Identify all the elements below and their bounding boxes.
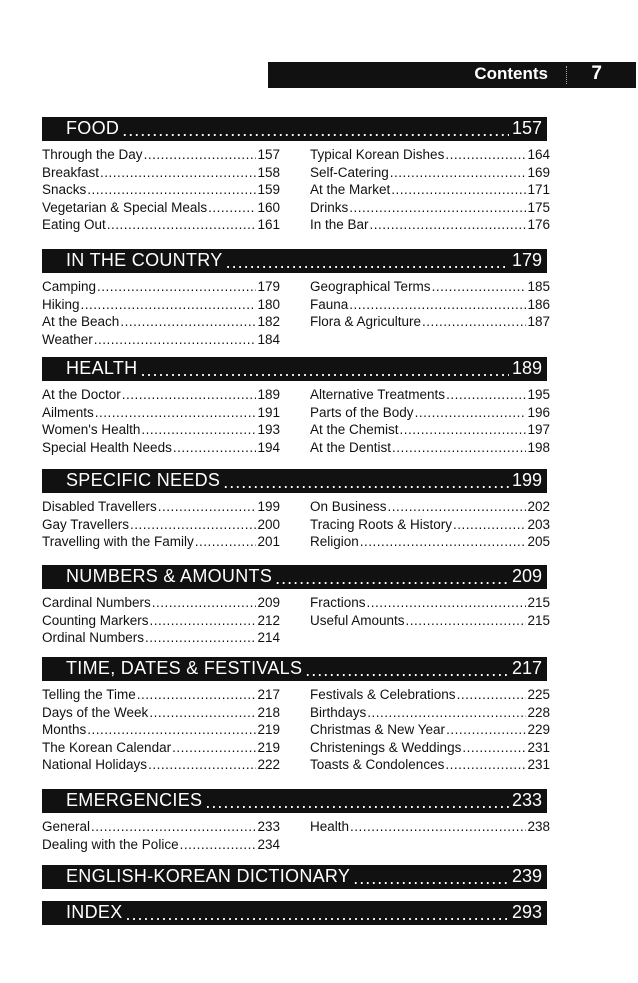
toc-entry[interactable] — [42, 739, 280, 757]
section-title: INDEX — [66, 902, 123, 922]
toc-entry[interactable] — [42, 818, 280, 836]
section-heading-bar[interactable] — [42, 249, 547, 273]
leader-dots — [145, 629, 256, 647]
entry-page-number: 215 — [527, 595, 550, 610]
leader-dots — [158, 498, 257, 516]
leader-dots — [130, 516, 256, 534]
entry-page-number: 228 — [527, 704, 550, 720]
entry-page-number: 180 — [257, 296, 280, 312]
toc-entry[interactable] — [310, 704, 550, 722]
leader-dots — [350, 818, 526, 836]
leader-dots — [87, 721, 256, 739]
entry-page-number: 159 — [257, 182, 280, 198]
entry-title: Fractions — [310, 595, 366, 610]
entry-page-number: 214 — [257, 630, 280, 646]
entry-page-number: 187 — [527, 314, 550, 330]
entry-title: At the Beach — [42, 314, 120, 330]
toc-entry[interactable] — [310, 516, 550, 534]
toc-entry[interactable] — [310, 612, 550, 630]
section-title: IN THE COUNTRY — [66, 250, 223, 270]
entry-title: Days of the Week — [42, 704, 149, 720]
entry-page-number: 217 — [257, 687, 280, 702]
entry-page-number: 212 — [257, 612, 280, 628]
header-title: Contents — [474, 64, 548, 83]
section-page-number: 217 — [511, 658, 542, 678]
leader-dots — [353, 869, 509, 887]
toc-entry[interactable] — [42, 421, 280, 439]
section-page-number: 199 — [511, 470, 542, 490]
entry-page-number: 238 — [527, 819, 550, 834]
section-heading-bar[interactable] — [42, 469, 547, 493]
entry-title: Hiking — [42, 296, 80, 312]
entry-title: Counting Markers — [42, 612, 149, 628]
toc-entry[interactable] — [310, 296, 550, 314]
section-title: SPECIFIC NEEDS — [66, 470, 221, 490]
leader-dots — [195, 533, 257, 551]
entry-title: Special Health Needs — [42, 439, 172, 455]
leader-dots — [400, 421, 527, 439]
leader-dots — [370, 216, 527, 234]
entry-title: At the Market — [310, 182, 391, 198]
section-heading-bar[interactable] — [42, 657, 547, 681]
section-heading-bar[interactable] — [42, 117, 547, 141]
leader-dots — [149, 704, 256, 722]
toc-entry[interactable] — [310, 533, 550, 551]
entry-page-number: 158 — [257, 164, 280, 180]
right-column — [310, 498, 550, 551]
entry-page-number: 169 — [527, 164, 550, 180]
leader-dots — [150, 612, 257, 630]
section-page-number: 179 — [511, 250, 542, 270]
right-column — [310, 594, 550, 629]
toc-entry[interactable] — [310, 594, 550, 612]
leader-dots — [122, 386, 257, 404]
section-title: ENGLISH-KOREAN DICTIONARY — [66, 866, 351, 886]
leader-dots — [349, 199, 526, 217]
entry-page-number: 157 — [257, 147, 280, 162]
entry-page-number: 219 — [257, 722, 280, 738]
leader-dots — [87, 181, 256, 199]
entry-title: The Korean Calendar — [42, 739, 172, 755]
entry-page-number: 205 — [527, 534, 550, 550]
leader-dots — [107, 216, 257, 234]
entry-page-number: 197 — [527, 422, 550, 438]
leader-dots — [120, 313, 256, 331]
entry-title: Geographical Terms — [310, 279, 431, 294]
right-column — [310, 146, 550, 234]
leader-dots — [91, 818, 256, 836]
leader-dots — [432, 278, 527, 296]
leader-dots — [180, 836, 257, 854]
entry-page-number: 231 — [527, 739, 550, 755]
entry-title: Travelling with the Family — [42, 534, 194, 550]
entry-title: Tracing Roots & History — [310, 516, 453, 532]
running-header — [268, 62, 636, 88]
leader-dots — [172, 739, 256, 757]
leader-dots — [226, 253, 509, 271]
leader-dots — [205, 793, 509, 811]
leader-dots — [81, 296, 257, 314]
section-title: TIME, DATES & FESTIVALS — [66, 658, 303, 678]
section-title: EMERGENCIES — [66, 790, 203, 810]
entry-title: Fauna — [310, 296, 349, 312]
section-title: FOOD — [66, 118, 120, 138]
entry-page-number: 203 — [527, 516, 550, 532]
section-heading-bar[interactable] — [42, 789, 547, 813]
toc-entry[interactable] — [310, 818, 550, 836]
entry-title: Health — [310, 819, 350, 834]
entry-title: Women's Health — [42, 422, 141, 438]
left-column — [42, 686, 280, 774]
entry-page-number: 191 — [257, 404, 280, 420]
entry-title: On Business — [310, 499, 387, 514]
toc-entry[interactable] — [42, 199, 280, 217]
entry-title: Through the Day — [42, 147, 143, 162]
leader-dots — [305, 661, 509, 679]
entry-title: Weather — [42, 331, 93, 347]
entry-title: Religion — [310, 534, 359, 550]
entry-title: Alternative Treatments — [310, 387, 446, 402]
entry-title: In the Bar — [310, 217, 369, 233]
entry-page-number: 176 — [527, 217, 550, 233]
entry-title: National Holidays — [42, 757, 148, 773]
leader-dots — [367, 704, 526, 722]
entry-page-number: 202 — [527, 499, 550, 514]
right-column — [310, 278, 550, 331]
leader-dots — [141, 421, 256, 439]
entry-title: Ordinal Numbers — [42, 630, 145, 646]
entry-page-number: 199 — [257, 499, 280, 514]
toc-entry[interactable] — [42, 278, 280, 296]
entry-title: Christmas & New Year — [310, 722, 446, 738]
entry-page-number: 218 — [257, 704, 280, 720]
entry-title: Christenings & Weddings — [310, 739, 462, 755]
entry-page-number: 198 — [527, 439, 550, 455]
entry-title: Drinks — [310, 199, 349, 215]
toc-entry[interactable] — [42, 331, 280, 349]
leader-dots — [360, 533, 527, 551]
header-page-number: 7 — [591, 63, 602, 84]
entry-title: Telling the Time — [42, 687, 136, 702]
entry-page-number: 182 — [257, 314, 280, 330]
leader-dots — [275, 569, 509, 587]
leader-dots — [122, 121, 509, 139]
entry-page-number: 193 — [257, 422, 280, 438]
toc-entry[interactable] — [310, 146, 550, 164]
right-column — [310, 386, 550, 456]
section-page-number: 233 — [511, 790, 542, 810]
entry-page-number: 231 — [527, 757, 550, 773]
toc-entry[interactable] — [310, 686, 550, 704]
section-heading-bar[interactable] — [42, 901, 547, 925]
entry-page-number: 186 — [527, 296, 550, 312]
header-separator — [566, 66, 567, 84]
entry-title: Ailments — [42, 404, 94, 420]
entry-page-number: 185 — [527, 279, 550, 294]
leader-dots — [94, 331, 257, 349]
entry-title: Flora & Agriculture — [310, 314, 422, 330]
entry-page-number: 164 — [527, 147, 550, 162]
toc-entry[interactable] — [310, 756, 550, 774]
section-page-number: 157 — [511, 118, 542, 138]
entry-page-number: 201 — [257, 534, 280, 550]
entry-title: Months — [42, 722, 87, 738]
entry-page-number: 196 — [527, 404, 550, 420]
toc-entry[interactable] — [42, 629, 280, 647]
toc-entry[interactable] — [310, 313, 550, 331]
entry-page-number: 179 — [257, 279, 280, 294]
toc-entry[interactable] — [42, 533, 280, 551]
entry-title: Disabled Travellers — [42, 499, 157, 514]
entry-page-number: 200 — [257, 516, 280, 532]
section-title: NUMBERS & AMOUNTS — [66, 566, 273, 586]
leader-dots — [453, 516, 526, 534]
toc-entry[interactable] — [310, 421, 550, 439]
toc-entry[interactable] — [42, 704, 280, 722]
entry-title: Dealing with the Police — [42, 836, 179, 852]
leader-dots — [446, 721, 526, 739]
section-heading-bar[interactable] — [42, 565, 547, 589]
entry-title: Camping — [42, 279, 97, 294]
toc-entry[interactable] — [310, 278, 550, 296]
entry-title: General — [42, 819, 91, 834]
entry-page-number: 222 — [257, 757, 280, 773]
toc-entry[interactable] — [42, 516, 280, 534]
section-page-number: 189 — [511, 358, 542, 378]
left-column — [42, 146, 280, 234]
toc-entry[interactable] — [310, 739, 550, 757]
entry-page-number: 219 — [257, 739, 280, 755]
toc-entry[interactable] — [310, 164, 550, 182]
entry-page-number: 184 — [257, 331, 280, 347]
entry-title: At the Chemist — [310, 422, 399, 438]
entry-page-number: 161 — [257, 217, 280, 233]
entry-page-number: 175 — [527, 199, 550, 215]
leader-dots — [367, 594, 527, 612]
section-title: HEALTH — [66, 358, 138, 378]
section-page-number: 209 — [511, 566, 542, 586]
entry-page-number: 189 — [257, 387, 280, 402]
entry-page-number: 160 — [257, 199, 280, 215]
leader-dots — [391, 181, 526, 199]
left-column — [42, 818, 280, 853]
left-column — [42, 594, 280, 647]
toc-entry[interactable] — [310, 181, 550, 199]
entry-title: Snacks — [42, 182, 87, 198]
leader-dots — [223, 473, 509, 491]
toc-entry[interactable] — [42, 756, 280, 774]
entry-title: Festivals & Celebrations — [310, 687, 456, 702]
toc-entry[interactable] — [42, 313, 280, 331]
toc-entry[interactable] — [310, 404, 550, 422]
section-heading-bar[interactable] — [42, 865, 547, 889]
toc-entry[interactable] — [310, 216, 550, 234]
toc-entry[interactable] — [310, 386, 550, 404]
entry-page-number: 229 — [527, 722, 550, 738]
entry-page-number: 215 — [527, 612, 550, 628]
toc-entry[interactable] — [42, 836, 280, 854]
left-column — [42, 386, 280, 456]
entry-title: Self-Catering — [310, 164, 389, 180]
leader-dots — [97, 278, 256, 296]
toc-entry[interactable] — [42, 686, 280, 704]
toc-entry[interactable] — [310, 498, 550, 516]
toc-entry[interactable] — [42, 386, 280, 404]
toc-entry[interactable] — [310, 199, 550, 217]
leader-dots — [457, 686, 527, 704]
leader-dots — [462, 739, 526, 757]
leader-dots — [445, 146, 526, 164]
entry-title: Useful Amounts — [310, 612, 405, 628]
leader-dots — [100, 164, 256, 182]
toc-entry[interactable] — [42, 404, 280, 422]
entry-title: Vegetarian & Special Meals — [42, 199, 208, 215]
entry-title: Toasts & Condolences — [310, 757, 445, 773]
toc-entry[interactable] — [42, 216, 280, 234]
leader-dots — [144, 146, 257, 164]
entry-title: Gay Travellers — [42, 516, 130, 532]
leader-dots — [137, 686, 257, 704]
leader-dots — [140, 361, 508, 379]
leader-dots — [152, 594, 257, 612]
leader-dots — [208, 199, 256, 217]
toc-entry[interactable] — [42, 296, 280, 314]
entry-title: At the Doctor — [42, 387, 121, 402]
section-heading-bar[interactable] — [42, 357, 547, 381]
toc-entry[interactable] — [310, 721, 550, 739]
right-column — [310, 818, 550, 836]
toc-entry[interactable] — [42, 146, 280, 164]
toc-entry[interactable] — [310, 439, 550, 457]
leader-dots — [446, 386, 526, 404]
leader-dots — [390, 164, 527, 182]
entry-title: Cardinal Numbers — [42, 595, 151, 610]
leader-dots — [415, 404, 527, 422]
leader-dots — [126, 905, 509, 923]
leader-dots — [388, 498, 527, 516]
toc-entry[interactable] — [42, 439, 280, 457]
leader-dots — [148, 756, 256, 774]
left-column — [42, 498, 280, 551]
toc-entry[interactable] — [42, 594, 280, 612]
toc-entry[interactable] — [42, 612, 280, 630]
entry-page-number: 233 — [257, 819, 280, 834]
entry-page-number: 171 — [527, 182, 550, 198]
section-page-number: 239 — [511, 866, 542, 886]
entry-page-number: 225 — [527, 687, 550, 702]
leader-dots — [95, 404, 257, 422]
entry-page-number: 209 — [257, 595, 280, 610]
entry-title: Birthdays — [310, 704, 367, 720]
entry-title: Typical Korean Dishes — [310, 147, 445, 162]
toc-entry[interactable] — [42, 164, 280, 182]
entry-title: Eating Out — [42, 217, 106, 233]
leader-dots — [406, 612, 527, 630]
left-column — [42, 278, 280, 348]
leader-dots — [392, 439, 526, 457]
entry-page-number: 234 — [257, 836, 280, 852]
entry-title: Breakfast — [42, 164, 100, 180]
entry-page-number: 194 — [257, 439, 280, 455]
leader-dots — [173, 439, 257, 457]
right-column — [310, 686, 550, 774]
leader-dots — [445, 756, 526, 774]
section-page-number: 293 — [511, 902, 542, 922]
entry-page-number: 195 — [527, 387, 550, 402]
leader-dots — [349, 296, 526, 314]
toc-entry[interactable] — [42, 181, 280, 199]
toc-entry[interactable] — [42, 498, 280, 516]
entry-title: At the Dentist — [310, 439, 392, 455]
leader-dots — [422, 313, 526, 331]
toc-entry[interactable] — [42, 721, 280, 739]
entry-title: Parts of the Body — [310, 404, 414, 420]
